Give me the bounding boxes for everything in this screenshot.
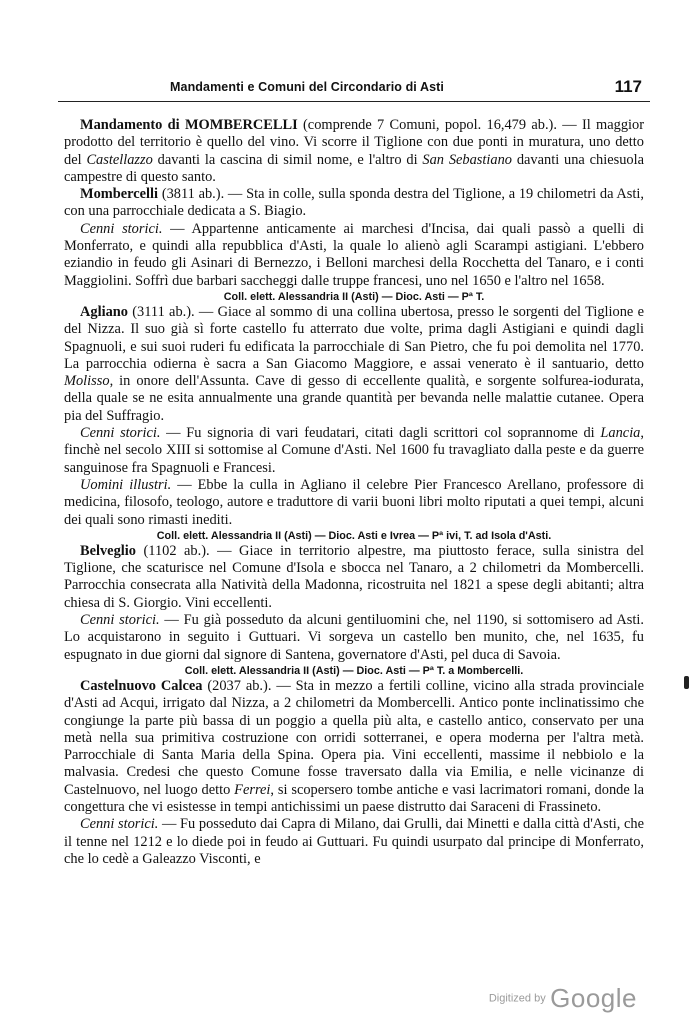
mandamento-paragraph: Mandamento di MOMBERCELLI (comprende 7 Comuni, popol. 16,479 ab.). — Il maggior prodotto del territorio è quello del vino. Vi scorre il Tiglione con due ponti in muratura, uno detto del Castellazzo davanti la cascina di simil nome, e l'altro di San Sebastiano davanti una chiesuola campestre di questo santo. <box>64 117 645 185</box>
running-title: Mandamenti e Comuni del Circondario di Asti <box>170 80 445 94</box>
mombercelli-paragraph: Mombercelli (3811 ab.). — Sta in colle, sulla sponda destra del Tiglione, a 19 chilometri da Asti, con una parrocchiale dedicata a S. Biagio. <box>64 186 644 220</box>
google-watermark <box>489 983 637 1014</box>
page-header <box>58 78 650 100</box>
belveglio-coll: Coll. elett. Alessandria II (Asti) — Dioc. Asti — Pª T. a Mombercelli. <box>184 664 524 677</box>
castelnuovo-cenni: Cenni storici. — Fu posseduto dai Capra di Milano, dai Grulli, dai Minetti e dalla città d'Asti, che il tenne nel 1212 e lo diede poi in feudo ai Guttuari. Fu quindi usurpato dal principe di Monferrato, che lo cedè a Galeazzo Visconti, e <box>64 816 644 867</box>
mombercelli-coll: Coll. elett. Alessandria II (Asti) — Dioc. Asti — Pª T. <box>223 290 485 303</box>
belveglio-cenni: Cenni storici. — Fu già posseduto da alcuni gentiluomini che, nel 1190, si sottomisero ad Asti. Lo acquistarono in seguito i Guttuari. Vi sorgeva un castello ben munito, che, nel 1635, fu espugnato in due giorni dal signore di Santena, governatore d'Asti, pel duca di Savoia. <box>64 612 644 663</box>
page-body <box>64 117 644 868</box>
belveglio-heading: Belveglio <box>80 542 136 559</box>
mandamento-heading: Mandamento di MOMBERCELLI <box>80 117 298 133</box>
mombercelli-cenni: Cenni storici. — Appartenne anticamente ai marchesi d'Incisa, dai quali passò a quelli di Monferrato, e quindi alla repubblica d'Asti, la quale lo alienò agli Scarampi astigiani. L'ebbero eziandio in feudo gli Asinari di Bernezzo, i Belloni marchesi della Rocchetta del Tanaro, e i conti Maggiolini. Soffrì due barbari saccheggi dalle truppe francesi, uno nel 1650 e l'altro nel 1658. <box>64 220 644 289</box>
agliano-uomini: Uomini illustri. — Ebbe la culla in Agliano il celebre Pier Francesco Arellano, professore di medicina, filosofo, teologo, autore e traduttore di varii buoni libri molto riputati a quei tempi, alcuni dei quali sono rimasti inediti. <box>64 476 644 528</box>
belveglio-paragraph: Belveglio (1102 ab.). — Giace in territorio alpestre, ma piuttosto ferace, sulla sinistra del Tiglione, che scaturisce nel Comune d'Isola e sbocca nel Tanaro, a 2 chilometri da Mombercelli. Parrocchia consecrata alla Natività della Madonna, ricostruita nel 1821 a spese degli abitanti; altra chiesa di S. Giorgio. Vini eccellenti. <box>64 542 644 611</box>
watermark-prefix: Digitized by <box>488 992 546 1005</box>
castelnuovo-paragraph: Castelnuovo Calcea (2037 ab.). — Sta in mezzo a fertili colline, vicino alla strada provinciale d'Asti ad Acqui, irrigato dal Nizza, a 2 chilometri da Mombercelli. Antico ponte inclinatissimo che congiunge la parte più bassa di un poggio a quella più alta, e castello antico, conservato per una metà nella sua primitiva costruzione con orridi sotterranei, e opera moderna per l'altra metà. Parrocchiale di Santa Maria della Spina. Opera pia. Vini eccellenti, massime il nebbiolo e la malvasia. Credesi che questo Comune fosse traversato dalla via Emilia, e nelle vicinanze di Castelnuovo, nel luogo detto Ferrei, si scopersero tombe antiche e vasi lacrimatori romani, donde la congettura che vi esistesse in tempi antichissimi un paese distrutto dai Saraceni di Frassineto. <box>64 677 644 815</box>
page-number: 117 <box>614 77 642 96</box>
agliano-coll: Coll. elett. Alessandria II (Asti) — Dioc. Asti e Ivrea — Pª ivi, T. ad Isola d'Asti. <box>156 529 552 542</box>
header-rule <box>58 101 650 102</box>
google-logo: Google <box>550 983 637 1013</box>
agliano-cenni: Cenni storici. — Fu signoria di vari feudatari, citati dagli scrittori col soprannome di Lancia, finchè nel secolo XIII si sottomise al Comune d'Asti. Nel 1600 fu travagliato dalla peste e da guerre sanguinose fra Spagnuoli e Francesi. <box>64 425 644 476</box>
mombercelli-heading: Mombercelli <box>80 186 159 203</box>
castelnuovo-heading: Castelnuovo Calcea <box>80 677 203 694</box>
agliano-paragraph: Agliano (3111 ab.). — Giace al sommo di una collina ubertosa, presso le sorgenti del Tiglione e del Nizza. Il suo già sì forte castello fu atterrato due volte, prima dagli Astigiani e quindi dagli Spagnuoli, e sui suoi ruderi fu edificata la parrocchiale di San Pietro, che fu poi demolita nel 1770. La parrocchia odierna è sacra a San Giacomo Maggiore, e assai venerato è il santuario, detto Molisso, in onore dell'Assunta. Cave di gesso di eccellente qualità, e sorgente solfurea-iodurata, della quale se ne esita annualmente una grande quantità per bevanda nelle malattie cutanee. Opera pia del Suffragio. <box>64 303 644 424</box>
margin-mark <box>684 676 689 689</box>
agliano-heading: Agliano <box>80 303 128 320</box>
